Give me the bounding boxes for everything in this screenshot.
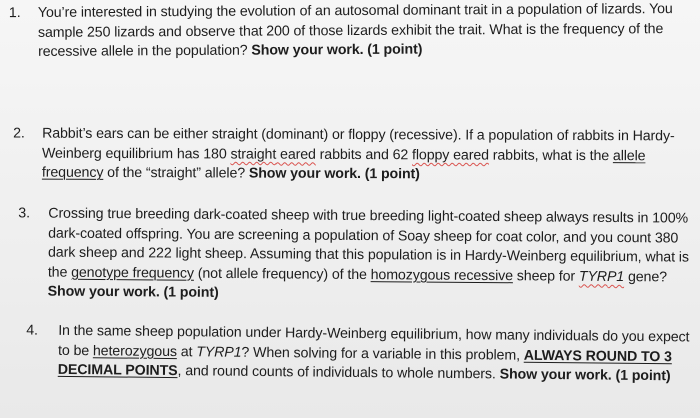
- gene-name: TYRP1: [578, 268, 625, 285]
- question-prompt: In the same sheep population under Hardy-Weinberg equilibrium, how many individuals do you expect to be: [57, 322, 690, 359]
- spellcheck-term: straight eared: [230, 146, 316, 163]
- gene-name: TYRP1: [196, 343, 242, 361]
- question-prompt: ? When solving for a variable in this problem,: [241, 344, 524, 364]
- underlined-term: genotype frequency: [71, 264, 195, 282]
- question-1: [9, 0, 697, 63]
- underlined-term: allele frequency: [41, 147, 646, 182]
- underlined-term: homozygous recessive: [370, 266, 514, 285]
- rounding-instruction: ALWAYS ROUND TO 3 DECIMAL POINTS: [57, 347, 672, 380]
- question-number: 4.: [26, 322, 38, 339]
- question-prompt: rabbits and 62: [315, 146, 413, 163]
- question-prompt: gene?: [624, 268, 667, 286]
- instruction-bold: Show your work. (1 point): [47, 283, 219, 302]
- question-3: [18, 204, 697, 307]
- question-2: [13, 125, 697, 187]
- question-prompt: , and round counts of individuals to whole numbers.: [177, 363, 500, 383]
- question-text: [18, 204, 697, 307]
- question-text: [9, 0, 697, 63]
- instruction-bold: Show your work. (1 point): [499, 366, 671, 385]
- question-4: [26, 322, 695, 388]
- underlined-term: heterozygous: [92, 342, 177, 360]
- question-prompt: (not allele frequency) of the: [193, 265, 371, 283]
- question-text: [26, 322, 695, 388]
- question-number: 2.: [13, 125, 25, 142]
- question-prompt: Rabbit’s ears can be either straight (dominant) or floppy (recessive). If a population of rabbits in Hardy-Weinberg equilibrium has 180: [41, 125, 675, 163]
- question-number: 3.: [18, 205, 31, 222]
- question-prompt: of the “straight” allele?: [103, 165, 249, 182]
- question-prompt: You’re interested in studying the evolution of an autosomal dominant trait in a population of lizards. You sample 250 lizards and observe that 200 of those lizards exhibit the trait. What is the frequency of the recessive allele in the population?: [37, 1, 673, 61]
- instruction-bold: Show your work. (1 point): [251, 41, 423, 59]
- question-prompt: at: [176, 343, 197, 360]
- instruction-bold: Show your work. (1 point): [248, 165, 420, 183]
- question-prompt: sheep for: [512, 268, 579, 285]
- question-prompt: rabbits, what is the: [488, 147, 613, 164]
- spellcheck-term: floppy eared: [412, 146, 489, 164]
- question-text: [13, 125, 697, 187]
- question-number: 1.: [8, 5, 21, 22]
- question-prompt: Crossing true breeding dark-coated sheep with true breeding light-coated sheep always results in 100% dark-coated offspring. You are screening a population of Soay sheep for coat color, and you count 380 dark sheep and 222 light sheep. Assuming that this population is in Hardy-Weinberg equilibrium, what is the: [47, 205, 689, 281]
